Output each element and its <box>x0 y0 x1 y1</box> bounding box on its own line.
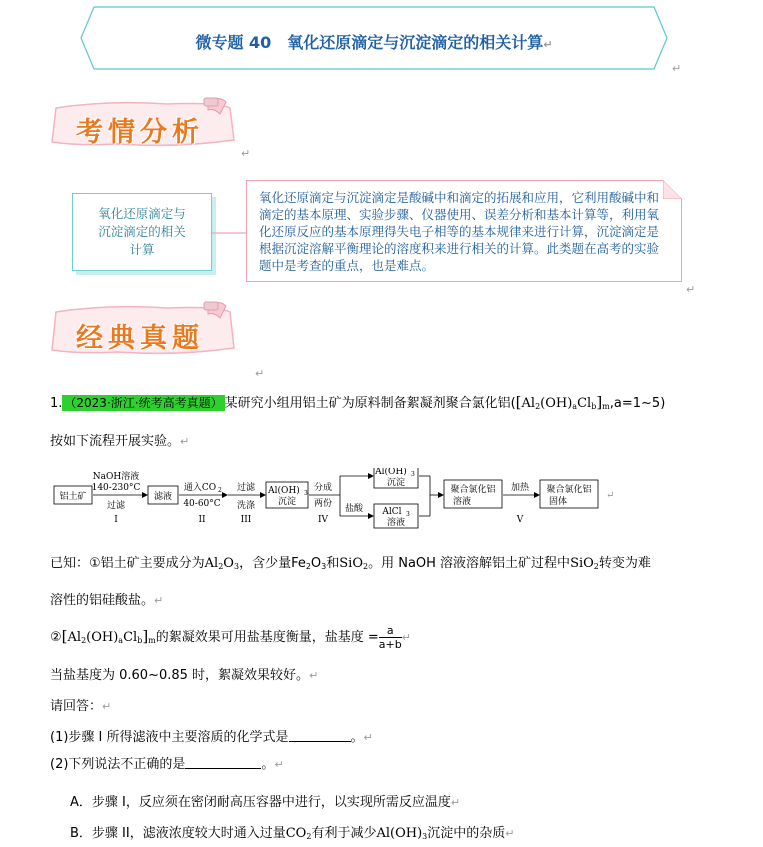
flow-label: 聚合氯化铝 <box>546 485 592 495</box>
topic-line: 氧化还原滴定与 <box>98 206 186 221</box>
basicity-fraction: $\frac{a}{a+b}$ <box>378 624 402 651</box>
sub-question-1: (1)步骤 I 所得滤液中主要溶质的化学式是 。↵ <box>50 730 373 745</box>
page-title: 微专题 40 氧化还原滴定与沉淀滴定的相关计算↵ <box>195 33 553 52</box>
flow-label: 固体 <box>548 497 568 507</box>
flow-label: Al(OH) <box>268 486 300 496</box>
flow-label: 溶液 <box>452 497 472 507</box>
condition-line: 当盐基度为 0.60~0.85 时，絮凝效果较好。↵ <box>50 668 319 683</box>
folded-corner-icon <box>663 180 682 199</box>
topic-line: 沉淀滴定的相关 <box>98 224 186 239</box>
known-line2: $②[Al_2(OH)_aCl_b]_m$的絮凝效果可用盐基度衡量，盐基度 = $\frac{a}{a+b}$ ↵ <box>50 624 411 651</box>
flow-step-number: IV <box>317 515 329 525</box>
flow-label-bauxite: 铝土矿 <box>59 492 87 502</box>
paragraph-mark: ↵ <box>686 283 696 296</box>
paragraph-mark: ↵ <box>241 147 251 160</box>
flow-label: 洗涤 <box>236 501 256 511</box>
flow-label: 聚合氯化铝 <box>450 485 496 495</box>
description-text: 氧化还原滴定与沉淀滴定是酸碱中和滴定的拓展和应用，它利用酸碱中和滴定的基本原理、实验步骤、仪器使用、误差分析和基本计算等，利用氧化还原反应的基本原理得失电子相等的基本规律来进行计算，沉淀滴定是根据沉淀溶解平衡理论的溶度积来进行相关的计算。此类题在高考的实验题中是考查的重点，也是难点。 <box>259 190 660 273</box>
source-badge: （2023·浙江·统考高考真题） <box>64 396 223 410</box>
known-line1: 已知：①铝土矿主要成分为$Al_2O_3$，含少量$Fe_2O_3$和SiO$_2$。用 NaOH 溶液溶解铝土矿过程中SiO$_2$转变为难 <box>50 556 651 571</box>
flow-step-number: II <box>198 515 206 525</box>
option-b: B．步骤 II，滤液浓度较大时通入过量$CO_2$有利于减少$Al(OH)_3$沉淀中的杂质↵ <box>70 826 515 841</box>
section-header-classic <box>48 298 238 360</box>
description-box <box>246 180 682 282</box>
paragraph-mark: ↵ <box>606 490 615 501</box>
please-answer-line: 请回答：↵ <box>50 699 112 714</box>
flow-label: 过滤 <box>106 501 126 511</box>
flow-label: 两份 <box>313 499 333 509</box>
topic-box <box>72 193 212 271</box>
flow-label: NaOH溶液 <box>92 472 140 482</box>
connector-line <box>212 231 248 235</box>
flow-label: 通入CO <box>183 483 217 493</box>
section-title-classic: 经典真题 <box>76 323 204 354</box>
answer-blank[interactable] <box>289 730 351 742</box>
svg-text:3: 3 <box>406 511 410 518</box>
paragraph-mark: ↵ <box>672 62 682 75</box>
known-line1-cont: 溶性的铝硅酸盐。↵ <box>50 593 164 608</box>
flow-label: Al(OH) <box>375 468 407 477</box>
flow-label: 沉淀 <box>277 497 297 507</box>
process-flow-diagram <box>50 468 630 532</box>
flow-label: 盐酸 <box>344 504 364 514</box>
question-number: 1. <box>50 396 63 411</box>
option-a: A．步骤 I，反应须在密闭耐高压容器中进行，以实现所需反应温度↵ <box>70 795 461 810</box>
title-banner <box>80 6 668 70</box>
paragraph-mark: ↵ <box>255 367 265 380</box>
svg-text:2: 2 <box>218 487 222 494</box>
flow-label: 过滤 <box>236 483 256 493</box>
flow-label: 沉淀 <box>386 478 406 488</box>
sub-question-2: (2)下列说法不正确的是 。↵ <box>50 757 284 772</box>
section-title-analysis: 考情分析 <box>76 117 204 148</box>
flow-label: 40-60°C <box>183 499 221 509</box>
flow-step-number: V <box>516 515 524 525</box>
flow-step-number: III <box>240 515 252 525</box>
question-stem-line1: 1. （2023·浙江·统考高考真题） 某研究小组用铝土矿为原料制备絮凝剂聚合氯化铝$([Al_2(OH)_aCl_b]_m,a=1\sim 5)$ <box>50 393 666 411</box>
answer-blank[interactable] <box>185 757 261 769</box>
flow-label: 加热 <box>510 483 530 493</box>
flow-label: 分成 <box>313 483 333 493</box>
svg-text:3: 3 <box>411 471 415 478</box>
question-stem-line2: 按如下流程开展实验。↵ <box>50 434 190 449</box>
svg-text:3: 3 <box>304 490 308 497</box>
topic-line: 计算 <box>129 242 155 257</box>
section-header-analysis <box>48 94 238 156</box>
flow-label: AlCl <box>382 507 402 517</box>
flow-step-number: I <box>114 515 118 525</box>
flow-label: 滤液 <box>153 492 173 502</box>
flow-label: 140-230°C <box>91 483 141 493</box>
flow-label: 溶液 <box>386 518 406 528</box>
